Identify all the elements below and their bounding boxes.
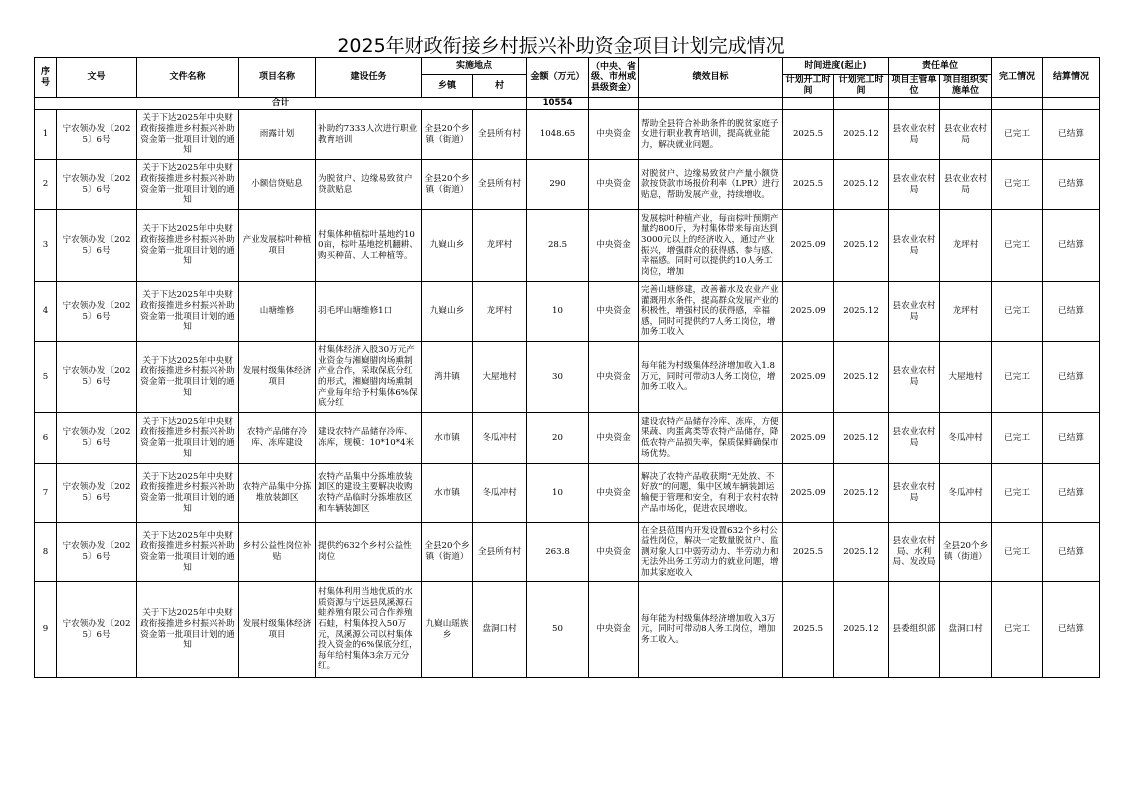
row-end: 2025.12 [834, 464, 889, 523]
row-settlement: 已结算 [1043, 210, 1100, 282]
header-start: 计划开工时间 [783, 75, 834, 98]
row-task: 补助约7333人次进行职业教育培训 [316, 110, 422, 160]
row-doc-name: 关于下达2025年中央财政衔接推进乡村振兴补助资金第一批项目计划的通知 [137, 210, 239, 282]
row-supervisor: 县农业农村局 [889, 413, 940, 464]
row-village: 全县所有村 [473, 160, 527, 210]
row-village: 冬瓜冲村 [473, 413, 527, 464]
row-supervisor: 县农业农村局 [889, 160, 940, 210]
row-doc-no: 宁农领办发〔2025〕6号 [57, 282, 137, 342]
row-start: 2025.5 [783, 110, 834, 160]
row-amount: 263.8 [527, 523, 589, 582]
row-supervisor: 县农业农村局 [889, 282, 940, 342]
header-project-name: 项目名称 [239, 58, 316, 98]
table-row [35, 413, 1100, 464]
row-amount: 30 [527, 342, 589, 413]
row-doc-name: 关于下达2025年中央财政衔接推进乡村振兴补助资金第一批项目计划的通知 [137, 413, 239, 464]
row-town: 九嶷山乡 [422, 210, 473, 282]
row-doc-name: 关于下达2025年中央财政衔接推进乡村振兴补助资金第一批项目计划的通知 [137, 582, 239, 678]
row-task: 村集体利用当地优质的水质资源与宁远县凤溪源石蛙养殖有限公司合作养殖石蛙，村集体投入50万元，凤溪源公司以村集体投入资金的6%保底分红，每年给村集体3余万元分红。 [316, 582, 422, 678]
header-town: 乡镇 [422, 75, 473, 98]
header-amount: 金额（万元） [527, 58, 589, 98]
row-end: 2025.12 [834, 160, 889, 210]
row-doc-no: 宁农领办发〔2025〕6号 [57, 160, 137, 210]
row-implementer: 冬瓜冲村 [940, 413, 992, 464]
row-doc-name: 关于下达2025年中央财政衔接推进乡村振兴补助资金第一批项目计划的通知 [137, 110, 239, 160]
row-start: 2025.5 [783, 160, 834, 210]
total-amount: 10554 [527, 98, 589, 110]
row-performance: 建设农特产品储存冷库、冻库，方便果蔬、肉蛋禽类等农特产品储存，降低农特产品损失率，保质保鲜确保市场优势。 [639, 413, 783, 464]
row-implementer: 龙坪村 [940, 282, 992, 342]
row-settlement: 已结算 [1043, 523, 1100, 582]
row-supervisor: 县农业农村局 [889, 110, 940, 160]
row-fund-level: 中央资金 [589, 523, 639, 582]
header-doc-name: 文件名称 [137, 58, 239, 98]
table-row [35, 282, 1100, 342]
header-location: 实施地点 [422, 58, 527, 75]
row-village: 龙坪村 [473, 210, 527, 282]
header-task: 建设任务 [316, 58, 422, 98]
table-row [35, 464, 1100, 523]
row-implementer: 冬瓜冲村 [940, 464, 992, 523]
row-town: 湾井镇 [422, 342, 473, 413]
row-supervisor: 县农业农村局 [889, 342, 940, 413]
row-completion: 已完工 [992, 110, 1043, 160]
header-seq: 序号 [35, 58, 57, 98]
row-performance: 在全县范围内开发设置632个乡村公益性岗位，解决一定数量脱贫户、监测对象人口中弱劳动力、半劳动力和无法外出务工劳动力的就业问题，增加其家庭收入 [639, 523, 783, 582]
table-row [35, 110, 1100, 160]
page-title: 2025年财政衔接乡村振兴补助资金项目计划完成情况 [337, 35, 785, 57]
row-fund-level: 中央资金 [589, 110, 639, 160]
row-doc-name: 关于下达2025年中央财政衔接推进乡村振兴补助资金第一批项目计划的通知 [137, 282, 239, 342]
row-doc-no: 宁农领办发〔2025〕6号 [57, 413, 137, 464]
row-implementer: 大屋地村 [940, 342, 992, 413]
header-village: 村 [473, 75, 527, 98]
row-doc-name: 关于下达2025年中央财政衔接推进乡村振兴补助资金第一批项目计划的通知 [137, 342, 239, 413]
row-supervisor: 县农业农村局 [889, 464, 940, 523]
row-town: 九嶷山瑶族乡 [422, 582, 473, 678]
total-row [35, 98, 1100, 110]
row-seq: 2 [35, 160, 57, 210]
row-doc-no: 宁农领办发〔2025〕6号 [57, 582, 137, 678]
row-settlement: 已结算 [1043, 413, 1100, 464]
row-fund-level: 中央资金 [589, 282, 639, 342]
row-implementer: 龙坪村 [940, 210, 992, 282]
row-settlement: 已结算 [1043, 282, 1100, 342]
row-supervisor: 县农业农村局、水利局、发改局 [889, 523, 940, 582]
row-fund-level: 中央资金 [589, 464, 639, 523]
row-seq: 9 [35, 582, 57, 678]
row-village: 盘洞口村 [473, 582, 527, 678]
row-amount: 1048.65 [527, 110, 589, 160]
row-town: 水市镇 [422, 464, 473, 523]
header-fund-level: （中央、省级、市州或县级资金） [589, 58, 639, 98]
row-doc-name: 关于下达2025年中央财政衔接推进乡村振兴补助资金第一批项目计划的通知 [137, 464, 239, 523]
header-schedule: 时间进度(起止) [783, 58, 889, 75]
row-end: 2025.12 [834, 523, 889, 582]
row-performance: 解决了农特产品收获期“无处放、不好放”的问题，集中区域车辆装卸运输便于管理和安全，有利于农村农特产品市场化，促进农民增收。 [639, 464, 783, 523]
row-town: 全县20个乡镇（街道） [422, 160, 473, 210]
table-row [35, 523, 1100, 582]
row-implementer: 全县20个乡镇（街道） [940, 523, 992, 582]
row-project-name: 小额信贷贴息 [239, 160, 316, 210]
row-task: 村集体种植棕叶基地约100亩，棕叶基地挖机翻耕、购买种苗、人工种植等。 [316, 210, 422, 282]
row-performance: 每年能为村级集体经济增加收入1.8万元，同时可带动3人务工岗位，增加务工收入。 [639, 342, 783, 413]
row-implementer: 县农业农村局 [940, 110, 992, 160]
row-completion: 已完工 [992, 342, 1043, 413]
row-seq: 8 [35, 523, 57, 582]
row-implementer: 县农业农村局 [940, 160, 992, 210]
row-doc-no: 宁农领办发〔2025〕6号 [57, 342, 137, 413]
header-responsible: 责任单位 [889, 58, 992, 75]
row-settlement: 已结算 [1043, 110, 1100, 160]
row-seq: 3 [35, 210, 57, 282]
row-amount: 20 [527, 413, 589, 464]
row-doc-name: 关于下达2025年中央财政衔接推进乡村振兴补助资金第一批项目计划的通知 [137, 160, 239, 210]
row-performance: 发展棕叶种植产业，每亩棕叶预期产量约800斤，为村集体带来每亩达到3000元以上的经济收入，通过产业振兴，增强群众的获得感、参与感、幸福感。同时可以提供约10人务工岗位，增加 [639, 210, 783, 282]
row-project-name: 雨露计划 [239, 110, 316, 160]
row-amount: 10 [527, 282, 589, 342]
row-village: 冬瓜冲村 [473, 464, 527, 523]
row-seq: 7 [35, 464, 57, 523]
row-project-name: 山塘维修 [239, 282, 316, 342]
total-label: 合计 [35, 98, 527, 110]
row-village: 全县所有村 [473, 110, 527, 160]
row-fund-level: 中央资金 [589, 210, 639, 282]
row-start: 2025.5 [783, 582, 834, 678]
row-end: 2025.12 [834, 110, 889, 160]
row-fund-level: 中央资金 [589, 413, 639, 464]
header-doc-no: 文号 [57, 58, 137, 98]
row-doc-no: 宁农领办发〔2025〕6号 [57, 110, 137, 160]
row-end: 2025.12 [834, 413, 889, 464]
row-fund-level: 中央资金 [589, 160, 639, 210]
row-start: 2025.09 [783, 210, 834, 282]
row-seq: 6 [35, 413, 57, 464]
project-table [34, 57, 1100, 678]
row-seq: 5 [35, 342, 57, 413]
table-row [35, 210, 1100, 282]
table-row [35, 342, 1100, 413]
row-end: 2025.12 [834, 582, 889, 678]
row-task: 建设农特产品储存冷库、冻库，规模：10*10*4米 [316, 413, 422, 464]
row-settlement: 已结算 [1043, 160, 1100, 210]
row-town: 水市镇 [422, 413, 473, 464]
row-completion: 已完工 [992, 413, 1043, 464]
row-amount: 50 [527, 582, 589, 678]
row-project-name: 农特产品集中分拣堆放装卸区 [239, 464, 316, 523]
header-row-1 [35, 58, 1100, 75]
row-fund-level: 中央资金 [589, 582, 639, 678]
row-completion: 已完工 [992, 160, 1043, 210]
row-start: 2025.09 [783, 342, 834, 413]
row-settlement: 已结算 [1043, 342, 1100, 413]
row-task: 羽毛坪山塘维修1口 [316, 282, 422, 342]
row-start: 2025.09 [783, 282, 834, 342]
row-project-name: 发展村级集体经济项目 [239, 582, 316, 678]
row-town: 全县20个乡镇（街道） [422, 110, 473, 160]
row-village: 全县所有村 [473, 523, 527, 582]
row-end: 2025.12 [834, 282, 889, 342]
header-supervisor: 项目主管单位 [889, 75, 940, 98]
row-performance: 每年能为村级集体经济增加收入3万元，同时可带动8人务工岗位，增加务工收入。 [639, 582, 783, 678]
row-end: 2025.12 [834, 342, 889, 413]
table-row [35, 160, 1100, 210]
row-task: 提供约632个乡村公益性岗位 [316, 523, 422, 582]
row-completion: 已完工 [992, 523, 1043, 582]
header-implementer: 项目组织实施单位 [940, 75, 992, 98]
row-amount: 28.5 [527, 210, 589, 282]
row-completion: 已完工 [992, 282, 1043, 342]
row-performance: 完善山塘修建，改善蓄水及农业产业灌溉用水条件，提高群众发展产业的积极性，增强村民的获得感，幸福感，同时可提供约7人务工岗位，增加务工收入 [639, 282, 783, 342]
row-settlement: 已结算 [1043, 464, 1100, 523]
row-town: 九嶷山乡 [422, 282, 473, 342]
row-completion: 已完工 [992, 210, 1043, 282]
row-fund-level: 中央资金 [589, 342, 639, 413]
header-end: 计划完工时间 [834, 75, 889, 98]
row-doc-no: 宁农领办发〔2025〕6号 [57, 464, 137, 523]
row-end: 2025.12 [834, 210, 889, 282]
row-project-name: 乡村公益性岗位补贴 [239, 523, 316, 582]
row-amount: 10 [527, 464, 589, 523]
row-amount: 290 [527, 160, 589, 210]
row-project-name: 发展村级集体经济项目 [239, 342, 316, 413]
row-supervisor: 县委组织部 [889, 582, 940, 678]
row-seq: 4 [35, 282, 57, 342]
header-performance: 绩效目标 [639, 58, 783, 98]
row-completion: 已完工 [992, 582, 1043, 678]
header-completion: 完工情况 [992, 58, 1043, 98]
row-task: 为脱贫户、边缘易致贫户贷款贴息 [316, 160, 422, 210]
row-start: 2025.5 [783, 523, 834, 582]
row-project-name: 产业发展棕叶种植项目 [239, 210, 316, 282]
row-performance: 帮助全县符合补助条件的脱贫家庭子女进行职业教育培训，提高就业能力，解决就业问题。 [639, 110, 783, 160]
header-settlement: 结算情况 [1043, 58, 1100, 98]
table-row [35, 582, 1100, 678]
row-project-name: 农特产品储存冷库、冻库建设 [239, 413, 316, 464]
row-task: 农特产品集中分拣堆放装卸区的建设主要解决收购农特产品临时分拣堆放区和车辆装卸区 [316, 464, 422, 523]
row-completion: 已完工 [992, 464, 1043, 523]
row-start: 2025.09 [783, 464, 834, 523]
row-supervisor: 县农业农村局 [889, 210, 940, 282]
row-village: 龙坪村 [473, 282, 527, 342]
row-doc-no: 宁农领办发〔2025〕6号 [57, 210, 137, 282]
row-start: 2025.09 [783, 413, 834, 464]
row-town: 全县20个乡镇（街道） [422, 523, 473, 582]
row-task: 村集体经济入股30万元产业资金与湘嶷腊肉场熏制产业合作，采取保底分红的形式，湘嶷腊肉场熏制产业每年给予村集体6%保底分红 [316, 342, 422, 413]
row-village: 大屋地村 [473, 342, 527, 413]
row-performance: 对脱贫户、边缘易致贫户产量小额贷款按贷款市场报价利率（LPR）进行贴息，帮助发展产业，持续增收。 [639, 160, 783, 210]
row-implementer: 盘洞口村 [940, 582, 992, 678]
row-seq: 1 [35, 110, 57, 160]
row-settlement: 已结算 [1043, 582, 1100, 678]
row-doc-name: 关于下达2025年中央财政衔接推进乡村振兴补助资金第一批项目计划的通知 [137, 523, 239, 582]
row-doc-no: 宁农领办发〔2025〕6号 [57, 523, 137, 582]
